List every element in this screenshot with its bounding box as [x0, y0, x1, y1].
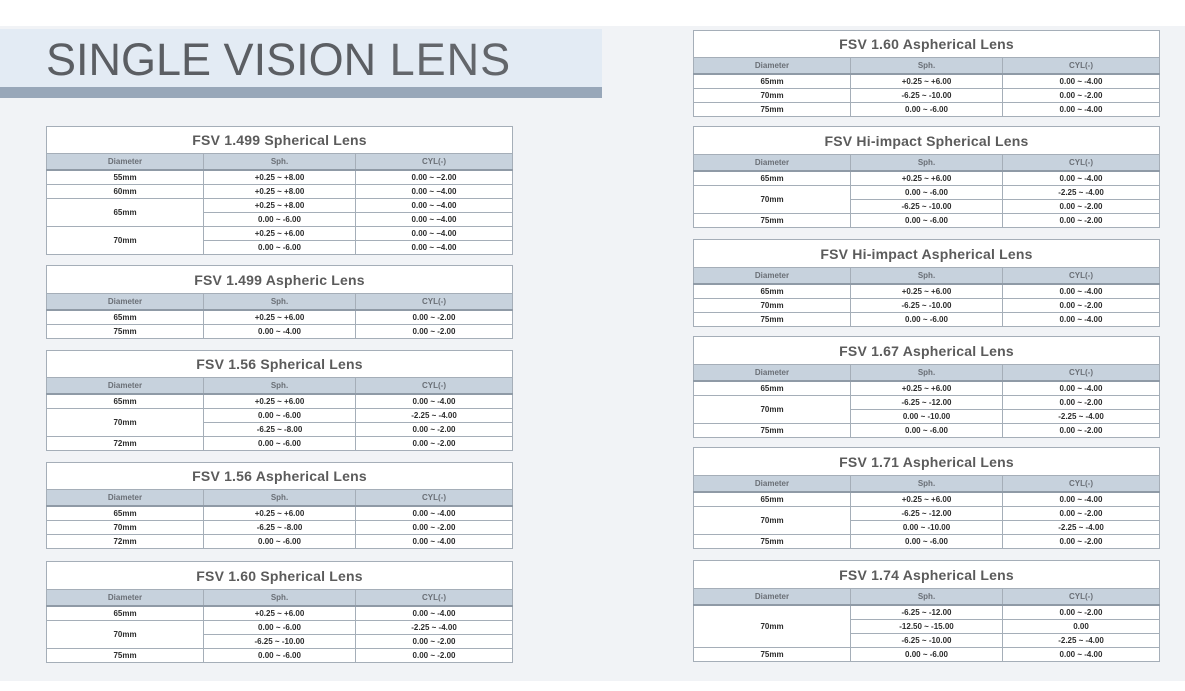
sph-cell: +0.25 ~ +6.00 — [851, 381, 1003, 395]
table-row — [47, 226, 513, 240]
cyl-cell: 0.00 ~ −4.00 — [356, 240, 513, 254]
table-title: FSV 1.499 Aspheric Lens — [47, 266, 513, 294]
column-header-sph: Sph. — [851, 268, 1003, 285]
table-title: FSV 1.60 Aspherical Lens — [694, 31, 1160, 58]
table-row — [47, 408, 513, 422]
diameter-cell: 75mm — [694, 534, 851, 548]
page-title — [46, 34, 511, 86]
cyl-cell: 0.00 ~ -4.00 — [1003, 647, 1160, 661]
table-row — [47, 506, 513, 520]
diameter-cell: 70mm — [47, 620, 204, 648]
lens-table — [693, 30, 1160, 117]
lens-table — [46, 350, 513, 451]
cyl-cell: -2.25 ~ -4.00 — [356, 620, 513, 634]
table-row — [47, 606, 513, 620]
lens-table — [693, 239, 1160, 327]
column-header-sph: Sph. — [204, 294, 356, 311]
sph-cell: 0.00 ~ -6.00 — [851, 647, 1003, 661]
table-row — [694, 506, 1160, 520]
sph-cell: +0.25 ~ +8.00 — [204, 170, 356, 184]
column-header-cyl: CYL(-) — [356, 590, 513, 607]
lens-table — [46, 265, 513, 339]
diameter-cell: 65mm — [694, 284, 851, 298]
diameter-cell: 70mm — [47, 226, 204, 254]
column-header-cyl: CYL(-) — [1003, 58, 1160, 75]
column-header-diameter: Diameter — [47, 378, 204, 395]
sph-cell: -6.25 ~ -10.00 — [851, 633, 1003, 647]
column-header-sph: Sph. — [851, 58, 1003, 75]
column-header-diameter: Diameter — [47, 154, 204, 171]
cyl-cell: 0.00 ~ -4.00 — [356, 506, 513, 520]
sph-cell: -6.25 ~ -10.00 — [204, 634, 356, 648]
diameter-cell: 55mm — [47, 170, 204, 184]
table-title: FSV Hi-impact Spherical Lens — [694, 127, 1160, 155]
sph-cell: +0.25 ~ +6.00 — [204, 226, 356, 240]
diameter-cell: 70mm — [47, 408, 204, 436]
column-header-diameter: Diameter — [694, 476, 851, 493]
column-header-diameter: Diameter — [694, 58, 851, 75]
column-header-cyl: CYL(-) — [356, 490, 513, 507]
sph-cell: -12.50 ~ -15.00 — [851, 619, 1003, 633]
cyl-cell: 0.00 ~ -4.00 — [1003, 312, 1160, 326]
sph-cell: 0.00 ~ -6.00 — [204, 240, 356, 254]
table-row — [47, 184, 513, 198]
sph-cell: 0.00 ~ -6.00 — [851, 423, 1003, 437]
diameter-cell: 70mm — [694, 185, 851, 213]
table-row — [47, 620, 513, 634]
cyl-cell: 0.00 ~ -2.00 — [356, 310, 513, 324]
cyl-cell: 0.00 ~ -2.00 — [1003, 534, 1160, 548]
column-header-diameter: Diameter — [47, 590, 204, 607]
lens-table — [693, 447, 1160, 549]
cyl-cell: 0.00 ~ −4.00 — [356, 184, 513, 198]
sph-cell: -6.25 ~ -10.00 — [851, 199, 1003, 213]
table-title: FSV 1.499 Spherical Lens — [47, 127, 513, 154]
lens-table — [46, 126, 513, 255]
cyl-cell: -2.25 ~ -4.00 — [1003, 520, 1160, 534]
table-row — [694, 423, 1160, 437]
column-header-cyl: CYL(-) — [1003, 365, 1160, 382]
table-row — [694, 395, 1160, 409]
cyl-cell: 0.00 ~ -4.00 — [1003, 74, 1160, 88]
diameter-cell: 70mm — [47, 520, 204, 534]
sph-cell: 0.00 ~ -6.00 — [851, 312, 1003, 326]
cyl-cell: 0.00 ~ -2.00 — [1003, 395, 1160, 409]
table-row — [694, 284, 1160, 298]
diameter-cell: 75mm — [694, 312, 851, 326]
table-row — [47, 198, 513, 212]
lens-table — [46, 462, 513, 549]
sph-cell: 0.00 ~ -6.00 — [204, 408, 356, 422]
cyl-cell: 0.00 ~ -4.00 — [356, 606, 513, 620]
column-header-cyl: CYL(-) — [356, 154, 513, 171]
cyl-cell: -2.25 ~ -4.00 — [1003, 633, 1160, 647]
diameter-cell: 75mm — [47, 648, 204, 662]
sph-cell: +0.25 ~ +6.00 — [851, 492, 1003, 506]
diameter-cell: 75mm — [694, 102, 851, 116]
cyl-cell: 0.00 ~ -2.00 — [1003, 88, 1160, 102]
column-header-diameter: Diameter — [47, 294, 204, 311]
cyl-cell: 0.00 ~ −4.00 — [356, 212, 513, 226]
table-row — [694, 74, 1160, 88]
column-header-cyl: CYL(-) — [356, 294, 513, 311]
table-row — [694, 88, 1160, 102]
table-row — [47, 324, 513, 338]
table-row — [694, 102, 1160, 116]
diameter-cell: 65mm — [47, 198, 204, 226]
table-row — [694, 647, 1160, 661]
table-row — [694, 605, 1160, 619]
diameter-cell: 65mm — [47, 394, 204, 408]
table-row — [47, 170, 513, 184]
column-header-diameter: Diameter — [694, 155, 851, 172]
column-header-diameter: Diameter — [694, 365, 851, 382]
table-title: FSV 1.56 Spherical Lens — [47, 351, 513, 378]
diameter-cell: 65mm — [47, 310, 204, 324]
table-row — [694, 381, 1160, 395]
lens-table — [693, 560, 1160, 662]
sph-cell: 0.00 ~ -6.00 — [851, 185, 1003, 199]
diameter-cell: 70mm — [694, 506, 851, 534]
diameter-cell: 60mm — [47, 184, 204, 198]
diameter-cell: 70mm — [694, 298, 851, 312]
column-header-cyl: CYL(-) — [356, 378, 513, 395]
cyl-cell: 0.00 ~ -2.00 — [1003, 213, 1160, 227]
cyl-cell: 0.00 ~ -4.00 — [1003, 284, 1160, 298]
table-row — [47, 520, 513, 534]
cyl-cell: 0.00 ~ -4.00 — [1003, 381, 1160, 395]
column-header-diameter: Diameter — [694, 589, 851, 606]
column-header-sph: Sph. — [851, 365, 1003, 382]
header-underline — [0, 87, 602, 98]
table-title: FSV 1.74 Aspherical Lens — [694, 561, 1160, 589]
table-row — [694, 213, 1160, 227]
table-row — [694, 492, 1160, 506]
table-title: FSV 1.67 Aspherical Lens — [694, 337, 1160, 365]
sph-cell: +0.25 ~ +6.00 — [204, 506, 356, 520]
sph-cell: -6.25 ~ -12.00 — [851, 506, 1003, 520]
cyl-cell: 0.00 ~ −4.00 — [356, 198, 513, 212]
diameter-cell: 72mm — [47, 436, 204, 450]
column-header-cyl: CYL(-) — [1003, 589, 1160, 606]
lens-table — [693, 126, 1160, 228]
sph-cell: 0.00 ~ -6.00 — [204, 620, 356, 634]
column-header-sph: Sph. — [204, 590, 356, 607]
column-header-sph: Sph. — [204, 490, 356, 507]
cyl-cell: 0.00 ~ -2.00 — [356, 648, 513, 662]
cyl-cell: 0.00 ~ -4.00 — [1003, 492, 1160, 506]
sph-cell: +0.25 ~ +6.00 — [204, 310, 356, 324]
sph-cell: +0.25 ~ +6.00 — [851, 284, 1003, 298]
cyl-cell: 0.00 ~ -2.00 — [1003, 298, 1160, 312]
sph-cell: +0.25 ~ +6.00 — [204, 606, 356, 620]
cyl-cell: 0.00 ~ -2.00 — [356, 324, 513, 338]
column-header-cyl: CYL(-) — [1003, 268, 1160, 285]
sph-cell: 0.00 ~ -6.00 — [851, 102, 1003, 116]
sph-cell: +0.25 ~ +8.00 — [204, 184, 356, 198]
column-header-sph: Sph. — [851, 155, 1003, 172]
sph-cell: -6.25 ~ -10.00 — [851, 88, 1003, 102]
sph-cell: 0.00 ~ -10.00 — [851, 409, 1003, 423]
table-row — [47, 310, 513, 324]
column-header-diameter: Diameter — [47, 490, 204, 507]
cyl-cell: -2.25 ~ -4.00 — [356, 408, 513, 422]
table-title: FSV 1.71 Aspherical Lens — [694, 448, 1160, 476]
sph-cell: -6.25 ~ -10.00 — [851, 298, 1003, 312]
diameter-cell: 65mm — [694, 492, 851, 506]
sph-cell: 0.00 ~ -6.00 — [204, 212, 356, 226]
table-title: FSV 1.56 Aspherical Lens — [47, 463, 513, 490]
diameter-cell: 72mm — [47, 534, 204, 548]
cyl-cell: 0.00 ~ -2.00 — [1003, 199, 1160, 213]
column-header-cyl: CYL(-) — [1003, 155, 1160, 172]
sph-cell: +0.25 ~ +6.00 — [851, 171, 1003, 185]
cyl-cell: -2.25 ~ -4.00 — [1003, 185, 1160, 199]
diameter-cell: 65mm — [47, 606, 204, 620]
cyl-cell: 0.00 ~ -2.00 — [1003, 605, 1160, 619]
column-header-sph: Sph. — [204, 154, 356, 171]
lens-table — [46, 561, 513, 663]
diameter-cell: 70mm — [694, 605, 851, 647]
diameter-cell: 65mm — [694, 74, 851, 88]
lens-table — [693, 336, 1160, 438]
cyl-cell: 0.00 ~ −4.00 — [356, 226, 513, 240]
sph-cell: 0.00 ~ -6.00 — [851, 534, 1003, 548]
sph-cell: 0.00 ~ -6.00 — [204, 648, 356, 662]
cyl-cell: 0.00 ~ -2.00 — [356, 436, 513, 450]
table-row — [47, 534, 513, 548]
cyl-cell: 0.00 — [1003, 619, 1160, 633]
column-header-sph: Sph. — [851, 476, 1003, 493]
cyl-cell: 0.00 ~ -2.00 — [356, 634, 513, 648]
sph-cell: -6.25 ~ -12.00 — [851, 605, 1003, 619]
column-header-diameter: Diameter — [694, 268, 851, 285]
cyl-cell: 0.00 ~ -2.00 — [1003, 506, 1160, 520]
sph-cell: +0.25 ~ +6.00 — [204, 394, 356, 408]
cyl-cell: 0.00 ~ -4.00 — [1003, 102, 1160, 116]
cyl-cell: 0.00 ~ -2.00 — [1003, 423, 1160, 437]
table-row — [694, 534, 1160, 548]
table-row — [694, 185, 1160, 199]
cyl-cell: -2.25 ~ -4.00 — [1003, 409, 1160, 423]
table-title: FSV 1.60 Spherical Lens — [47, 562, 513, 590]
sph-cell: +0.25 ~ +8.00 — [204, 198, 356, 212]
sph-cell: 0.00 ~ -4.00 — [204, 324, 356, 338]
diameter-cell: 75mm — [47, 324, 204, 338]
cyl-cell: 0.00 ~ -4.00 — [356, 534, 513, 548]
cyl-cell: 0.00 ~ -4.00 — [1003, 171, 1160, 185]
diameter-cell: 65mm — [694, 171, 851, 185]
table-title: FSV Hi-impact Aspherical Lens — [694, 240, 1160, 268]
sph-cell: 0.00 ~ -6.00 — [851, 213, 1003, 227]
table-row — [47, 436, 513, 450]
cyl-cell: 0.00 ~ -4.00 — [356, 394, 513, 408]
diameter-cell: 75mm — [694, 423, 851, 437]
page-title-strong: SINGLE VISION — [46, 34, 377, 85]
sph-cell: -6.25 ~ -8.00 — [204, 520, 356, 534]
table-row — [47, 394, 513, 408]
diameter-cell: 70mm — [694, 395, 851, 423]
column-header-sph: Sph. — [851, 589, 1003, 606]
table-row — [47, 648, 513, 662]
page-title-light: LENS — [376, 34, 512, 85]
cyl-cell: 0.00 ~ -2.00 — [356, 422, 513, 436]
sph-cell: 0.00 ~ -6.00 — [204, 436, 356, 450]
table-row — [694, 298, 1160, 312]
column-header-sph: Sph. — [204, 378, 356, 395]
table-row — [694, 312, 1160, 326]
sph-cell: 0.00 ~ -6.00 — [204, 534, 356, 548]
cyl-cell: 0.00 ~ −2.00 — [356, 170, 513, 184]
diameter-cell: 65mm — [47, 506, 204, 520]
sph-cell: 0.00 ~ -10.00 — [851, 520, 1003, 534]
cyl-cell: 0.00 ~ -2.00 — [356, 520, 513, 534]
sph-cell: +0.25 ~ +6.00 — [851, 74, 1003, 88]
sph-cell: -6.25 ~ -8.00 — [204, 422, 356, 436]
diameter-cell: 75mm — [694, 213, 851, 227]
diameter-cell: 70mm — [694, 88, 851, 102]
diameter-cell: 65mm — [694, 381, 851, 395]
table-row — [694, 171, 1160, 185]
diameter-cell: 75mm — [694, 647, 851, 661]
sph-cell: -6.25 ~ -12.00 — [851, 395, 1003, 409]
column-header-cyl: CYL(-) — [1003, 476, 1160, 493]
